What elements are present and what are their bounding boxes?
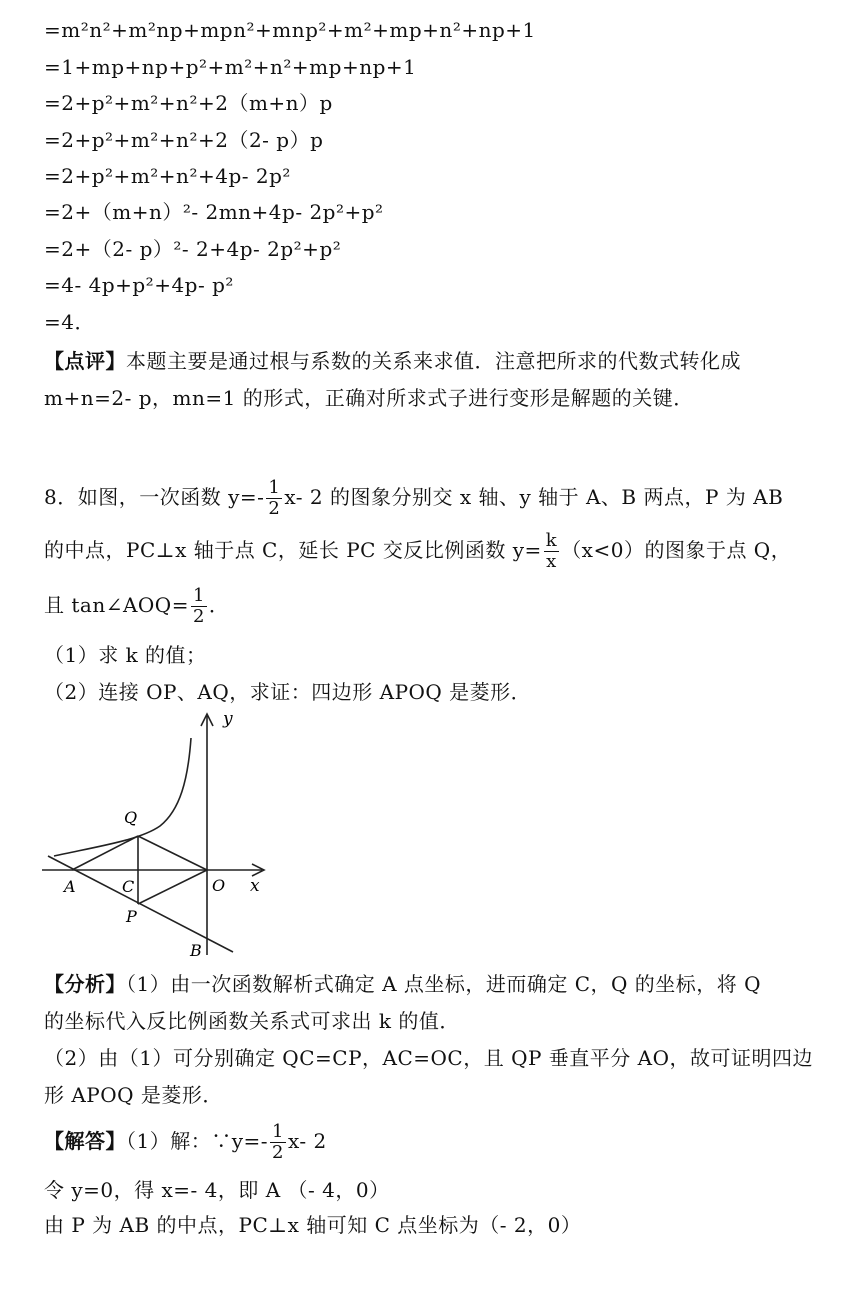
point-q-label: Q: [124, 808, 138, 827]
fraction-numerator: 1: [268, 477, 281, 498]
segment-qo: [138, 836, 207, 870]
solution-step: =1+mp+np+p²+m²+n²+mp+np+1: [44, 55, 417, 79]
line-ab: [48, 856, 233, 952]
x-axis-arrow: [252, 864, 264, 876]
problem-text: 8．如图，一次函数 y=-: [44, 485, 265, 509]
fraction-denominator: 2: [272, 1142, 284, 1163]
comment-line: m+n=2- p，mn=1 的形式，正确对所求式子进行变形是解题的关键．: [44, 386, 694, 410]
point-p-label: P: [126, 907, 137, 926]
fraction-numerator: k: [545, 530, 558, 551]
hyperbola-curve: [54, 738, 191, 856]
point-c-label: C: [122, 877, 135, 896]
fraction-denominator: x: [546, 551, 557, 572]
fraction-denominator: 2: [192, 606, 205, 627]
analysis-text: （1）由一次函数解析式确定 A 点坐标，进而确定 C，Q 的坐标，将 Q: [126, 972, 762, 996]
problem-text: ．: [208, 593, 230, 617]
y-axis-arrow: [201, 714, 213, 726]
comment-text: 本题主要是通过根与系数的关系来求值．注意把所求的代数式转化成: [126, 349, 741, 373]
solution-step: =4- 4p+p²+4p- p²: [44, 273, 234, 297]
analysis-line: 形 APOQ 是菱形．: [44, 1083, 223, 1107]
solution-step: =2+p²+m²+n²+4p- 2p²: [44, 164, 291, 188]
comment-line: [44, 349, 741, 373]
fraction: [270, 1122, 286, 1163]
solution-step: =4．: [44, 310, 95, 334]
problem-text: x- 2 的图象分别交 x 轴、y 轴于 A、B 两点，P 为 AB: [284, 485, 784, 509]
analysis-line: [44, 972, 761, 996]
fraction: [191, 586, 207, 627]
problem-text: 且 tan∠AOQ=: [44, 593, 189, 617]
solution-step: =2+p²+m²+n²+2（2- p）p: [44, 128, 324, 152]
segment-aq: [72, 836, 138, 870]
fraction-denominator: 2: [268, 498, 281, 519]
analysis-tag: 【分析】: [44, 972, 126, 996]
answer-line: 由 P 为 AB 的中点，PC⊥x 轴可知 C 点坐标为（- 2，0）: [44, 1213, 582, 1237]
segment-op: [138, 870, 207, 904]
question-1: （1）求 k 的值；: [44, 643, 207, 667]
question-2: （2）连接 OP、AQ，求证：四边形 APOQ 是菱形．: [44, 680, 532, 704]
solution-step: =2+p²+m²+n²+2（m+n）p: [44, 91, 333, 115]
comment-tag: 【点评】: [44, 349, 126, 373]
answer-line: [44, 1118, 327, 1164]
fraction-numerator: 1: [192, 585, 205, 606]
problem-line: [44, 474, 783, 520]
solution-step: =2+（m+n）²- 2mn+4p- 2p²+p²: [44, 200, 384, 224]
problem-text: （x<0）的图象于点 Q，: [561, 538, 792, 562]
answer-text: x- 2: [288, 1129, 327, 1153]
analysis-line: （2）由（1）可分别确定 QC=CP，AC=OC，且 QP 垂直平分 AO，故可证明四边: [44, 1046, 813, 1070]
answer-line: 令 y=0，得 x=- 4，即 A （- 4，0）: [44, 1178, 390, 1202]
x-axis-label: x: [250, 876, 260, 896]
analysis-line: 的坐标代入反比例函数关系式可求出 k 的值．: [44, 1009, 460, 1033]
fraction: [266, 478, 282, 519]
answer-tag: 【解答】: [44, 1129, 126, 1153]
solution-step: =m²n²+m²np+mpn²+mnp²+m²+mp+n²+np+1: [44, 18, 536, 42]
answer-text: （1）解：∵y=-: [126, 1129, 269, 1153]
solution-step: =2+（2- p）²- 2+4p- 2p²+p²: [44, 237, 342, 261]
point-o-label: O: [212, 876, 226, 895]
point-b-label: B: [190, 941, 202, 960]
problem-line: [44, 527, 791, 573]
point-a-label: A: [64, 877, 76, 896]
y-axis-label: y: [223, 709, 233, 729]
fraction: [544, 531, 559, 572]
fraction-numerator: 1: [272, 1121, 284, 1142]
problem-text: 的中点，PC⊥x 轴于点 C，延长 PC 交反比例函数 y=: [44, 538, 542, 562]
problem-line: [44, 582, 229, 628]
